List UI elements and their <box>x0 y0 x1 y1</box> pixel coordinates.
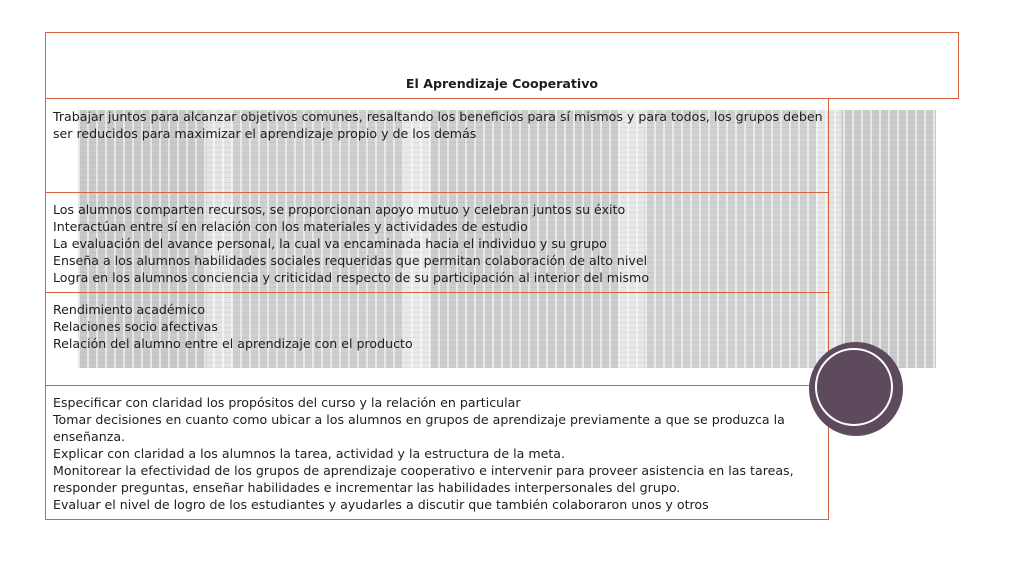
row-text: Tomar decisiones en cuanto como ubicar a los alumnos en grupos de aprendizaje previamente a que se produzca la enseñanza. <box>53 412 789 444</box>
table-row-characteristics <box>45 192 829 293</box>
row-text: Los alumnos comparten recursos, se proporcionan apoyo mutuo y celebran juntos su éxito <box>53 202 626 217</box>
circle-ring <box>815 348 893 426</box>
row-text: La evaluación del avance personal, la cual va encaminada hacia el individuo y su grupo <box>53 236 607 251</box>
row-text: Relación del alumno entre el aprendizaje con el producto <box>53 336 413 351</box>
row-text: Enseña a los alumnos habilidades sociales requeridas que permitan colaboración de alto nivel <box>53 253 648 268</box>
decorative-circle <box>809 342 903 436</box>
row-text: Rendimiento académico <box>53 302 206 317</box>
row-text: Explicar con claridad a los alumnos la tarea, actividad y la estructura de la meta. <box>53 446 566 461</box>
table-title-cell <box>45 32 959 99</box>
row-text: Interactúan entre sí en relación con los materiales y actividades de estudio <box>53 219 528 234</box>
table-row-benefits <box>45 292 829 386</box>
table-row-teacher-role <box>45 385 829 520</box>
row-text: Relaciones socio afectivas <box>53 319 218 334</box>
row-text: Evaluar el nivel de logro de los estudiantes y ayudarles a discutir que también colaboraron unos y otros <box>53 497 709 512</box>
row-text: Especificar con claridad los propósitos del curso y la relación en particular <box>53 395 521 410</box>
row-text: Logra en los alumnos conciencia y criticidad respecto de su participación al interior del mismo <box>53 270 650 285</box>
row-text: Trabajar juntos para alcanzar objetivos comunes, resaltando los beneficios para sí mismos y para todos, los grupos deben ser reducidos para maximizar el aprendizaje propio y de los demás <box>53 109 827 141</box>
row-text: Monitorear la efectividad de los grupos de aprendizaje cooperativo e intervenir para proveer asistencia en las tareas, responder preguntas, enseñar habilidades e incrementar las habilidades interpersonales del grupo. <box>53 463 798 495</box>
table-title: El Aprendizaje Cooperativo <box>405 76 599 91</box>
table-row-definition <box>45 98 829 193</box>
